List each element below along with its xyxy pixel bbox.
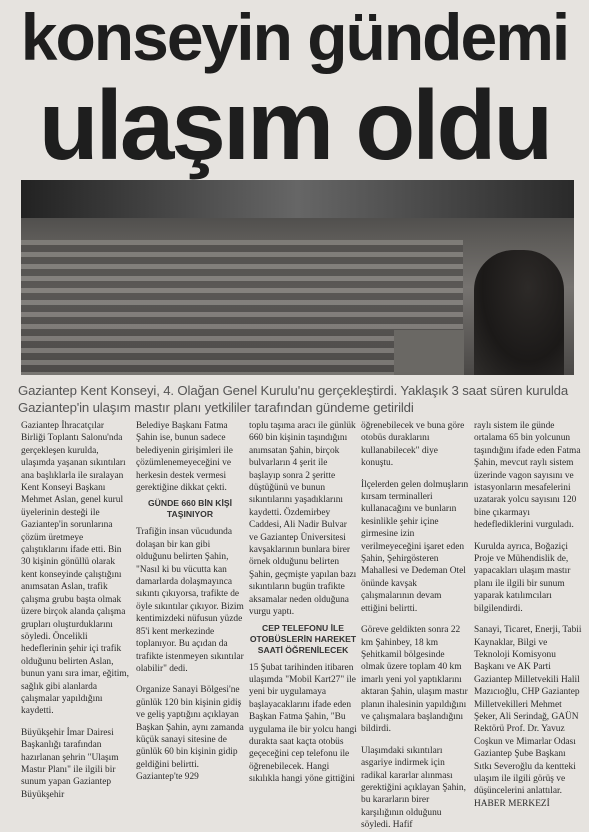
- column-paragraph: öğrenebilecek ve buna göre otobüs duraklarını kullanabilecek" diye konuştu.: [361, 421, 465, 469]
- headline-line1: konseyin gündemi: [20, 0, 569, 74]
- photo-podium: [394, 330, 464, 375]
- article-column-4: [361, 420, 469, 832]
- column-paragraph: Göreve geldikten sonra 22 km Şahinbey, 18 km Şehitkamil bölgesinde olmak üzere toplam 40 km imarlı yeni yol yaptıklarını aktaran Şahin, ulaşım mastır planın ihalesinin yapıldığını ve çalışmalara başlandığını bildirdi.: [361, 625, 468, 735]
- article-column-3: [249, 420, 357, 786]
- article-column-2: [136, 420, 244, 784]
- column-paragraph: toplu taşıma aracı ile günlük 660 bin kişinin taşındığını anımsatan Şahin, birçok bulvarların 4 şerit ile başlayıp sonra 2 şeritte düştüğünü ve bunun sıkıntılarını yaşadıklarını kaydetti. Özdemirbey Caddesi, Ali Nadir Bulvar ve Gaziantep Üniversitesi kavşaklarının bunlara birer örnek olduğunu belirten Şahin, geçmişte yapılan bazı sıkıntıların bugün trafikte aksamalar neden olduğuna vurgu yaptı.: [249, 421, 357, 618]
- column-paragraph: Büyükşehir İmar Dairesi Başkanlığı tarafından hazırlanan şehrin "Ulaşım Mastır Planı" ile ilgili bir sunum yapan Gaziantep Büyükşehir: [21, 727, 119, 800]
- article-subtitle: Gaziantep Kent Konseyi, 4. Olağan Genel Kurulu'nu gerçekleştirdi. Yaklaşık 3 saat süren kurulda Gaziantep'in ulaşım mastır planı yetkililer tarafından gündeme getirildi: [18, 383, 569, 415]
- photo-stage-lights: [21, 180, 574, 218]
- photo-speaker: [474, 250, 564, 375]
- column-paragraph: Trafiğin insan vücudunda dolaşan bir kan gibi olduğunu belirten Şahin, "Nasıl ki bu vücutta kan damarlarda dolaşmayınca sıkıntı çıkıyorsa, trafikte de öyle sıkıntılar çıkıyor. Bizim kentimizdeki nüfusun yüzde 85'i kent merkezinde toplanıyor. Bu açıdan da trafikte istenmeyen sıkıntılar olabilir" dedi.: [136, 527, 244, 674]
- column-paragraph: Belediye Başkanı Fatma Şahin ise, bunun sadece belediyenin girişimleri ile çözümlenemeyeceğini ve herkesin destek vermesi gerektiğine dikkat çekti.: [136, 421, 233, 494]
- article-column-5: [474, 420, 582, 810]
- column-paragraph: Organize Sanayi Bölgesi'ne günlük 120 bin kişinin gidiş ve geliş yaptığını açıklayan Başkan Şahin, aynı zamanda küçük sanayi sitesine de günlük 60 bin kişinin gidip geldiğini belirtti. Gaziantep'te 929: [136, 685, 244, 783]
- section-heading: CEP TELEFONU İLE OTOBÜSLERİN HAREKET SAATİ ÖĞRENİLECEK: [249, 622, 357, 655]
- headline-line2: ulaşım oldu: [38, 70, 551, 180]
- column-paragraph: Sanayi, Ticaret, Enerji, Tabii Kaynaklar, Bilgi ve Teknoloji Komisyonu Başkanı ve AK Parti Gaziantep Milletvekili Halil Mazıcıoğlu, CHP Gaziantep Milletvekilleri Mehmet Şeker, Ali Serindağ, GAÜN Rektörü Prof. Dr. Yavuz Coşkun ve Mimarlar Odası Gaziantep Şube Başkanı Sıtkı Severoğlu da kentteki ulaşım ile ilgili görüş ve düşüncelerini anlattılar. HABER MERKEZİ: [474, 625, 582, 809]
- section-heading: GÜNDE 660 BİN KİŞİ TAŞINIYOR: [147, 498, 233, 520]
- article-column-1: [21, 420, 129, 801]
- column-paragraph: raylı sistem ile günde ortalama 65 bin yolcunun taşındığını ifade eden Fatma Şahin, mevcut raylı sistem üzerinde vagon sayısını ve istasyonların mesafelerini uzatarak yolcu sayısını 120 bine çıkarmayı hedeflediklerini vurguladı.: [474, 421, 581, 531]
- column-paragraph: Kurulda ayrıca, Boğaziçi Proje ve Mühendislik de, yapacakları ulaşım mastır planı ile ilgili bir sunum yaparak katılımcıları bilgilendirdi.: [474, 541, 571, 614]
- column-paragraph: 15 Şubat tarihinden itibaren ulaşımda "Mobil Kart27" ile yeni bir uygulamaya başlayacaklarını ifade eden Başkan Fatma Şahin, "Bu uygulama ile bir yolcu hangi durakta saat kaçta otobüs geçeceğini cep telefonu ile öğrenebilecek. Hangi sıkılıkla hangi yöne gittiğini: [249, 662, 357, 785]
- column-paragraph: Gaziantep İhracatçılar Birliği Toplantı Salonu'nda gerçekleşen kurulda, ulaşımda yaşanan sıkıntıları ana başlıklarla ile sıralayan Kent Konseyi Başkanı Mehmet Aslan, genel kurul üyelerinin desteği ile Gaziantep'in sorunlarına çözüm üretmeye çalıştıklarını ifade etti. Bin 30 kişinin gönüllü olarak kent konseyinde çalıştığını anımsatan Aslan, trafik çalışma grubu başta olmak üzere birçok alanda çalışma grupları oluşturduklarını söyledi. Öncelikli hedeflerinin şehir içi trafik olduğunu belirten Aslan, bunun yanı sıra imar, eğitim, sağlık gibi alanlarda çalışmalar yapıldığını kaydetti.: [21, 421, 129, 717]
- column-paragraph: İlçelerden gelen dolmuşların kırsam terminalleri kullanacağını ve bunların kesinlikle şehir içine girmesine izin verilmeyeceğini işaret eden Şahin, Şehirgösteren Mahallesi ve Dedeman Otel önünde kavşak çalışmalarının devam ettiğini belirtti.: [361, 479, 469, 614]
- conference-hall-photo: [21, 180, 574, 375]
- column-paragraph: Ulaşımdaki sıkıntıları asgariye indirmek için radikal kararlar alınması gerektiğini açıklayan Şahin, bu kararların birer karşılığının olduğunu söyledi. Hafif: [361, 745, 466, 831]
